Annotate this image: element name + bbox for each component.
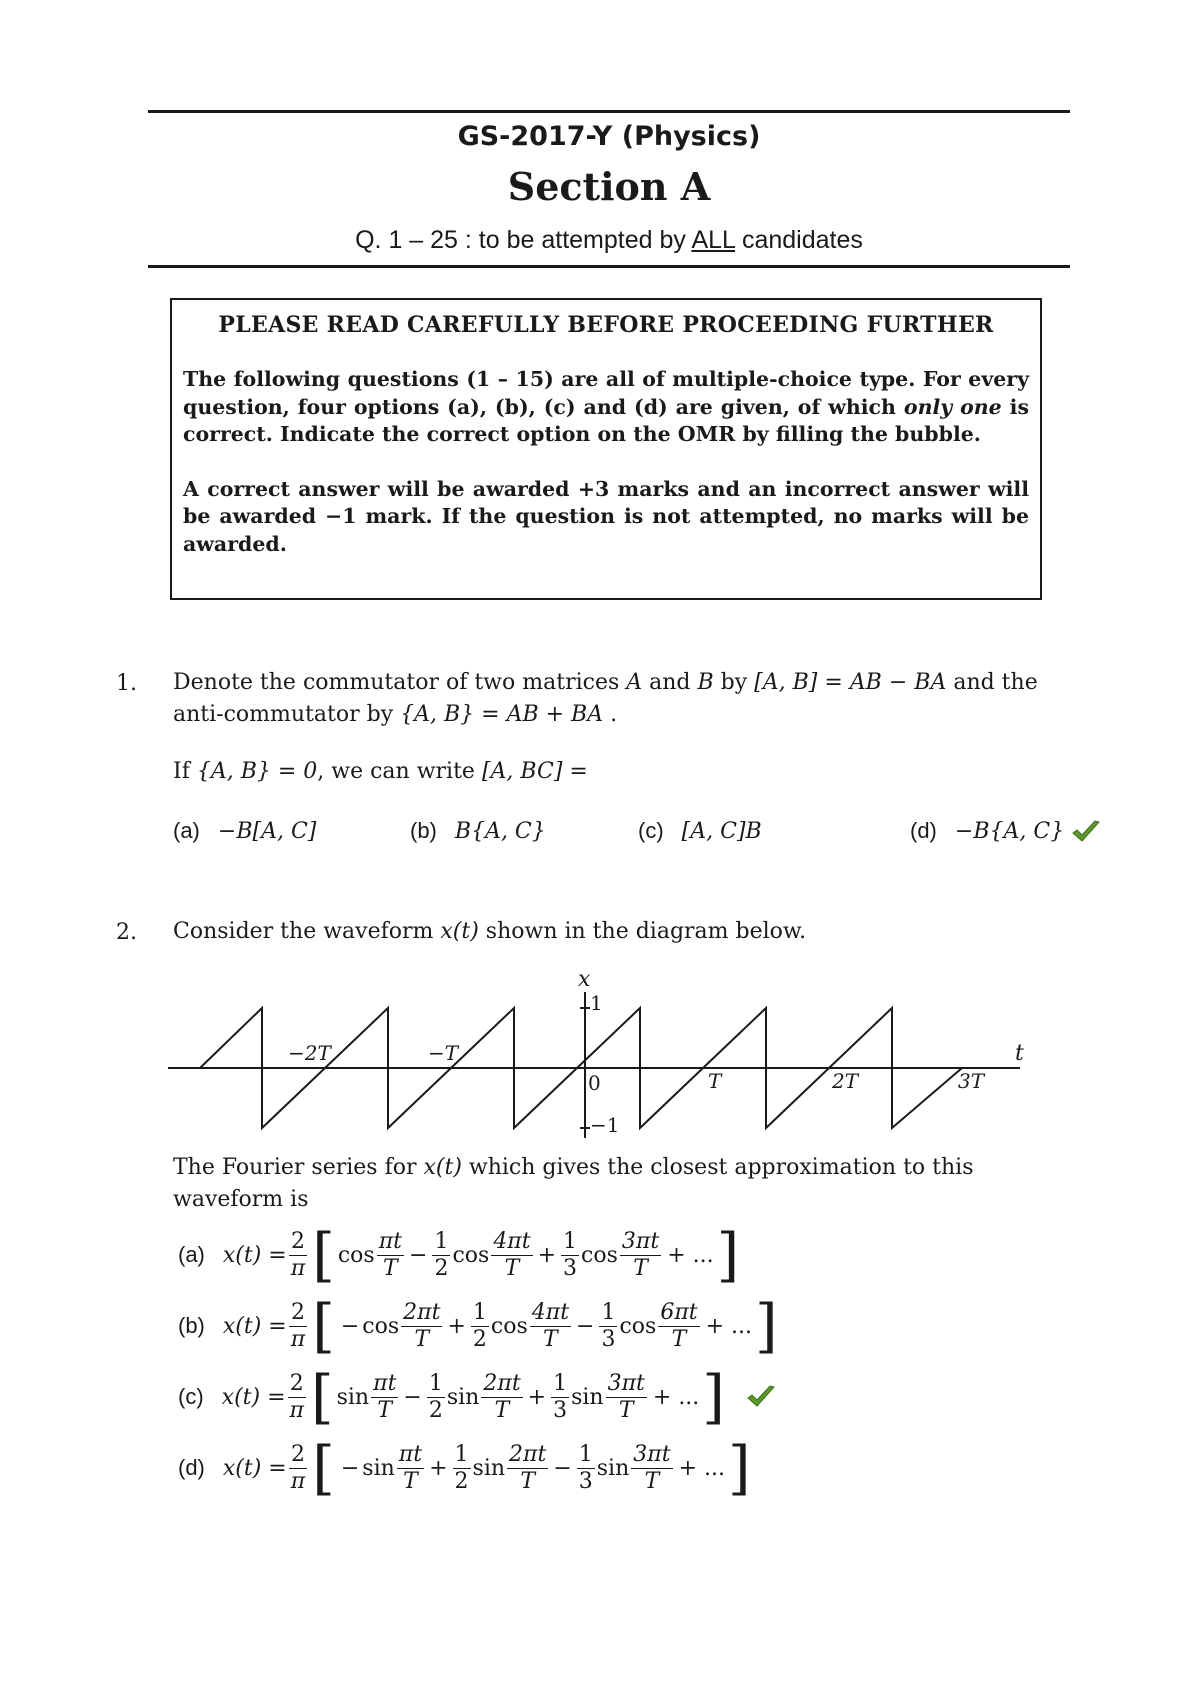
term-sign: + — [447, 1313, 466, 1339]
x-tick-3t: 3T — [958, 1069, 985, 1093]
term-function: cos — [490, 1313, 528, 1339]
term-function: cos — [619, 1313, 657, 1339]
term-sign: + — [527, 1384, 547, 1410]
term-argument: $\frac{2\pi t}{T}$ — [483, 1370, 521, 1423]
q2-option-d[interactable] — [178, 1434, 754, 1502]
instructions-title: PLEASE READ CAREFULLY BEFORE PROCEEDING FURTHER — [218, 312, 994, 338]
attempt-note: Q. 1 – 25 : to be attempted by ALL candidates — [355, 226, 863, 254]
series-tail: + ... — [652, 1384, 700, 1410]
left-bracket: [ — [310, 1363, 334, 1431]
q2-option-c[interactable] — [178, 1363, 776, 1431]
series-tail: + ... — [705, 1313, 753, 1339]
coefficient: $\frac{2}{\pi}$ — [290, 1299, 306, 1352]
series-tail: + ... — [667, 1242, 714, 1268]
term-sign: − — [409, 1242, 428, 1268]
term-argument: $\frac{2\pi t}{T}$ — [403, 1299, 441, 1352]
term-function: sin — [336, 1384, 370, 1410]
term-sign: − — [340, 1313, 360, 1339]
q2-option-b[interactable] — [178, 1292, 781, 1360]
right-bracket: ] — [716, 1221, 740, 1289]
term-function: cos — [581, 1242, 618, 1268]
option-label: (a) — [178, 1242, 205, 1267]
term-amplitude: $\frac{1}{3}$ — [601, 1299, 616, 1352]
term-argument: $\frac{3\pi t}{T}$ — [621, 1228, 660, 1281]
instructions-paragraph-1: The following questions (1 – 15) are all of multiple-choice type. For every question, four options (a), (b), (c) and (d) are given, of which only one is correct. Indicate the correct option on the OMR by filling the bubble. — [183, 367, 1029, 446]
right-bracket: ] — [755, 1292, 778, 1360]
term-argument: $\frac{2\pi t}{T}$ — [509, 1441, 547, 1494]
exam-code: GS-2017-Y (Physics) — [457, 121, 761, 152]
term-function: sin — [596, 1455, 630, 1481]
right-bracket: ] — [702, 1363, 725, 1431]
y-axis-label: x — [578, 967, 591, 992]
question-1-text: Denote the commutator of two matrices A and B by [A, B] = AB − BA and the anti-commutator by {A, B} = AB + BA . — [173, 670, 1038, 727]
q1-option-b[interactable]: (b) B{A, C} — [410, 818, 546, 844]
x-tick-0: 0 — [588, 1071, 601, 1095]
term-function: cos — [362, 1313, 400, 1339]
term-amplitude: $\frac{1}{2}$ — [434, 1228, 449, 1281]
term-argument: $\frac{\pi t}{T}$ — [398, 1441, 423, 1494]
option-label: (c) — [178, 1384, 204, 1409]
y-tick-minus-1: −1 — [590, 1113, 620, 1137]
bottom-rule — [148, 265, 1070, 268]
q1-option-d[interactable]: (d) −B{A, C} — [910, 818, 1101, 845]
formula-lhs: x(t) = — [222, 1455, 287, 1481]
q1-option-c[interactable]: (c) [A, C]B — [638, 818, 762, 844]
term-function: sin — [446, 1384, 480, 1410]
x-tick-minus-2t: −2T — [288, 1041, 331, 1065]
correct-check-icon — [1071, 819, 1101, 845]
q1-option-a[interactable]: (a) −B[A, C] — [173, 818, 317, 844]
question-2-text: Consider the waveform x(t) shown in the diagram below. — [173, 919, 807, 944]
option-label: (b) — [178, 1313, 205, 1338]
y-tick-1: 1 — [590, 991, 603, 1015]
term-amplitude: $\frac{1}{2}$ — [428, 1370, 443, 1423]
right-bracket: ] — [727, 1434, 751, 1502]
formula-lhs: x(t) = — [221, 1384, 286, 1410]
term-amplitude: $\frac{1}{2}$ — [472, 1299, 487, 1352]
question-2-fourier-prompt: The Fourier series for x(t) which gives the closest approximation to this waveform is — [173, 1155, 974, 1212]
x-tick-2t: 2T — [832, 1069, 859, 1093]
term-amplitude: $\frac{1}{3}$ — [578, 1441, 593, 1494]
term-argument: $\frac{4\pi t}{T}$ — [531, 1299, 570, 1352]
question-2-number: 2. — [116, 920, 137, 945]
term-amplitude: $\frac{1}{2}$ — [454, 1441, 469, 1494]
formula-lhs: x(t) = — [222, 1242, 287, 1268]
coefficient: $\frac{2}{\pi}$ — [289, 1370, 304, 1423]
formula-lhs: x(t) = — [222, 1313, 287, 1339]
term-argument: $\frac{3\pi t}{T}$ — [607, 1370, 645, 1423]
t-axis-label: t — [1015, 1041, 1024, 1066]
coefficient: $\frac{2}{\pi}$ — [290, 1228, 306, 1281]
term-sign: − — [576, 1313, 595, 1339]
term-sign: + — [429, 1455, 448, 1481]
term-function: sin — [472, 1455, 506, 1481]
series-tail: + ... — [678, 1455, 725, 1481]
all-underlined: ALL — [691, 226, 735, 254]
term-argument: $\frac{\pi t}{T}$ — [378, 1228, 403, 1281]
left-bracket: [ — [312, 1221, 335, 1289]
term-amplitude: $\frac{1}{3}$ — [563, 1228, 578, 1281]
left-bracket: [ — [312, 1434, 335, 1502]
question-1-number: 1. — [116, 671, 137, 696]
left-bracket: [ — [312, 1292, 335, 1360]
term-argument: $\frac{\pi t}{T}$ — [373, 1370, 397, 1423]
x-tick-minus-t: −T — [428, 1041, 459, 1065]
option-label: (d) — [178, 1455, 205, 1480]
instructions-paragraph-2: A correct answer will be awarded +3 marks and an incorrect answer will be awarded −1 mark. If the question is not attempted, no marks will be awarded. — [183, 476, 1029, 556]
section-title: Section A — [507, 164, 711, 209]
term-function: sin — [571, 1384, 604, 1410]
term-amplitude: $\frac{1}{3}$ — [553, 1370, 568, 1423]
sawtooth-waveform-diagram — [160, 960, 1060, 1140]
term-function: sin — [362, 1455, 395, 1481]
term-argument: $\frac{6\pi t}{T}$ — [660, 1299, 698, 1352]
term-sign: − — [340, 1455, 360, 1481]
term-function: cos — [337, 1242, 375, 1268]
question-1-condition: If {A, B} = 0, we can write [A, BC] = — [173, 759, 588, 784]
term-sign: − — [553, 1455, 572, 1481]
term-argument: $\frac{3\pi t}{T}$ — [633, 1441, 671, 1494]
instructions-box — [170, 298, 1042, 600]
term-function: cos — [452, 1242, 490, 1268]
coefficient: $\frac{2}{\pi}$ — [290, 1441, 306, 1494]
correct-check-icon — [746, 1384, 776, 1410]
term-sign: − — [403, 1384, 422, 1410]
term-argument: $\frac{4\pi t}{T}$ — [493, 1228, 531, 1281]
top-rule — [148, 110, 1070, 113]
x-tick-t: T — [708, 1069, 722, 1093]
q2-option-a[interactable] — [178, 1221, 742, 1289]
term-sign: + — [537, 1242, 557, 1268]
